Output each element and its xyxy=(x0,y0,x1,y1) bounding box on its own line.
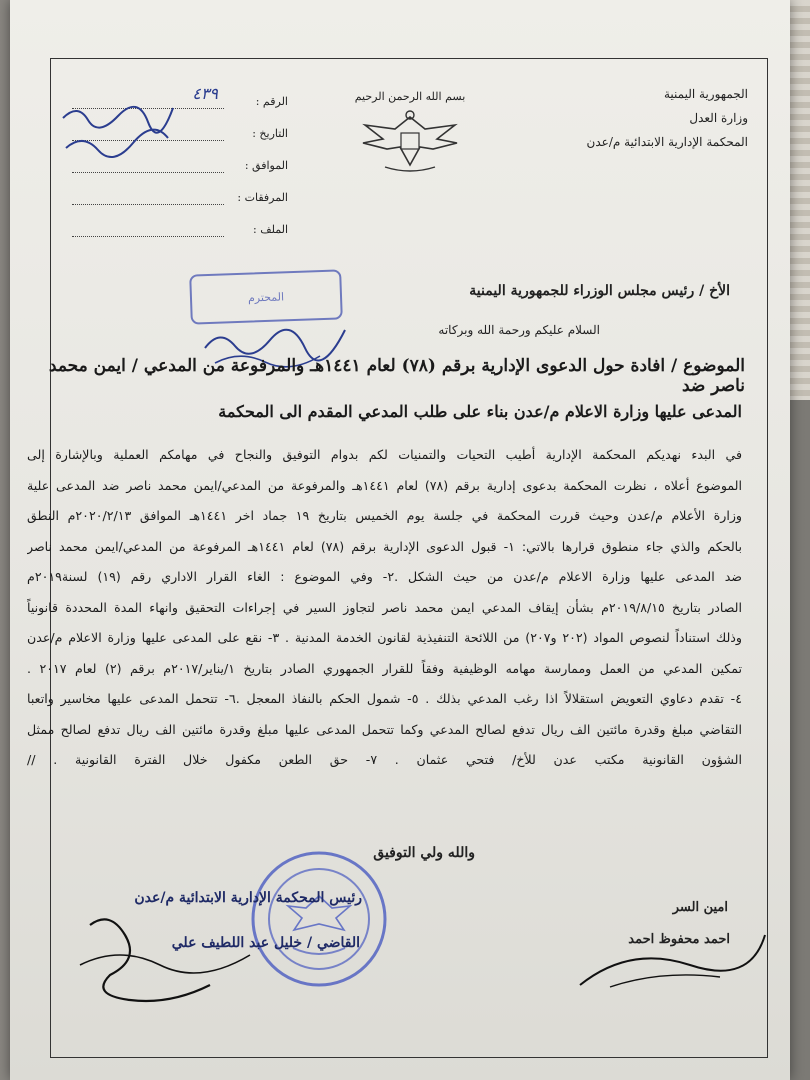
body-line: وذلك استناداً لنصوص المواد (٢٠٢ و٢٠٧) من اللائحة التنفيذية لقانون الخدمة المدنية . ٣- نقع على المدعى عليها وزارة الاعلام م/عدن xyxy=(27,630,742,645)
body-line: ضد المدعى عليها وزارة الاعلام م/عدن من حيث الشكل .٢- وفي الموضوع : الغاء القرار الاداري رقم (١٩) لسنة٢٠١٩م xyxy=(27,569,742,584)
emblem-block xyxy=(310,90,510,181)
letter-paper xyxy=(10,0,790,1080)
greeting: السلام عليكم ورحمة الله وبركاته xyxy=(438,323,600,337)
body-line: وزارة الأعلام م/عدن وحيث قررت المحكمة في جلسة يوم الخميس بتاريخ ١٩ جماد اخر ١٤٤١هـ الموافق ٢٠٢٠/٢/١٣م النطق xyxy=(27,508,742,523)
letterhead xyxy=(568,82,748,154)
ministry-name: وزارة العدل xyxy=(689,111,748,125)
field-label: التاريخ : xyxy=(252,126,288,140)
country-name: الجمهورية اليمنية xyxy=(663,87,748,101)
body-line: التقاضي مبلغ وقدرة مائتين الف ريال تدفع لصالح المدعي وكما تتحمل المدعى عليها مبلغ وقدرة مائتين الف ريال تدفع لصالح ممثل xyxy=(27,721,742,737)
official-seal xyxy=(248,848,390,990)
body-line: الموضوع أعلاه ، نظرت المحكمة بدعوى إدارية برقم (٧٨) لعام ١٤٤١هـ والمرفوعة من المدعي/ايمن محمد ناصر ضد المدعى علية xyxy=(27,477,742,493)
judge-signature xyxy=(70,905,260,1015)
letter-body xyxy=(27,440,742,776)
court-name: المحكمة الإدارية الابتدائية م/عدن xyxy=(586,135,748,149)
body-line: الشؤون القانونية مكتب عدن للأخ/ فتحي عثمان . ٧- حق الطعن مكفول خلال الفترة القانونية . // xyxy=(27,752,742,767)
field-number-value: ٤٣٩ xyxy=(192,83,218,103)
body-line: في البدء نهديكم المحكمة الإدارية أطيب التحيات والتمنيات لكم بدوام التوفيق والنجاح في مهامكم العملية وبالإشارة إلى xyxy=(27,447,742,462)
handwritten-date-scribble xyxy=(58,98,178,168)
judge-name: القاضي / خليل عبد اللطيف علي xyxy=(171,935,360,951)
field-label: المرفقات : xyxy=(237,190,288,204)
basmala: بسم الله الرحمن الرحيم xyxy=(354,90,466,103)
addressee: الأخ / رئيس مجلس الوزراء للجمهورية اليمنية xyxy=(469,283,730,299)
field-attachments xyxy=(68,181,288,213)
field-file xyxy=(68,213,288,245)
secretary-name: احمد محفوظ احمد xyxy=(628,932,730,947)
field-label: الرقم : xyxy=(255,94,288,108)
stamp-text: المحترم xyxy=(247,289,285,305)
received-stamp xyxy=(189,269,343,324)
secretary-signature xyxy=(570,915,770,995)
eagle-emblem-icon xyxy=(355,107,465,177)
closing: والله ولي التوفيق xyxy=(373,845,475,861)
body-line: ٤- تقدم دعاوي التعويض استقلالاً اذا رغب المدعي بذلك . ٥- شمول الحكم بالنفاذ المعجل .٦- تتحمل المدعى عليها مخاسير واتعبا xyxy=(27,691,742,706)
field-label: الموافق : xyxy=(244,158,288,172)
subject-line-2: المدعى عليها وزارة الاعلام م/عدن بناء على طلب المدعي المقدم الى المحكمة xyxy=(218,402,742,421)
field-label: الملف : xyxy=(253,222,288,236)
body-line: بالحكم والذي جاء منطوق قرارها بالاتي: ١- قبول الدعوى الإدارية برقم (٧٨) لعام ١٤٤١هـ المرفوعة من المدعي/ايمن محمد ناصر xyxy=(27,538,742,554)
subject-line: الموضوع / افادة حول الدعوى الإدارية برقم (٧٨) لعام ١٤٤١هـ والمرفوعة من المدعي / ايمن محمد ناصر ضد xyxy=(48,356,745,396)
body-line: تمكين المدعي من العمل وممارسة مهامه الوظيفية وفقاً للقرار الجمهوري الصادر بتاريخ ١/يناير/٢٠١٧م برقم (٢) لعام ٢٠١٧ . xyxy=(27,660,742,676)
body-line: الصادر بتاريخ ٢٠١٩/٨/١٥م بشأن إيقاف المدعي ايمن محمد ناصر لتجاوز السير في إجراءات التحقيق وانهاء المدة المحددة قانونياً xyxy=(27,599,742,615)
judge-title: رئيس المحكمة الإدارية الابتدائية م/عدن xyxy=(134,890,362,906)
secretary-title: امين السر xyxy=(672,900,728,915)
